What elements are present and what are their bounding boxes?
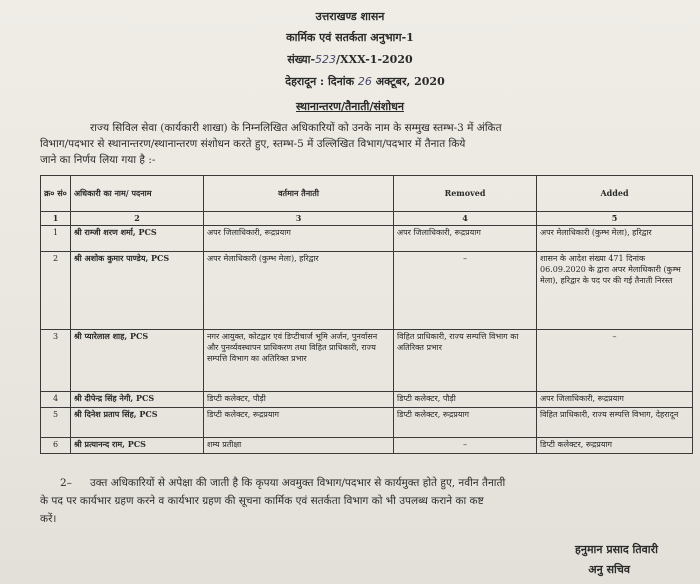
para2-number: 2– xyxy=(60,477,72,489)
table-row xyxy=(41,226,693,252)
row-current: अपर जिलाधिकारी, रूद्रप्रयाग xyxy=(204,226,394,252)
row-added: विहित प्राधिकारी, राज्य सम्पत्ति विभाग, देहरादून xyxy=(537,408,693,438)
table-row xyxy=(41,438,693,454)
row-added: – xyxy=(537,330,693,392)
header-current: वर्तमान तैनाती xyxy=(204,176,394,212)
intro-line-2: विभाग/पदभार से स्थानान्तरण/स्थानान्तरण संशोधन करते हुए, स्तम्भ-5 में उल्लिखित विभाग/पदभार में तैनात किये xyxy=(40,138,466,150)
row-name: श्री प्यारेलाल शाह, PCS xyxy=(71,330,204,392)
row-sn: 4 xyxy=(41,392,71,408)
column-number: 3 xyxy=(204,212,394,226)
row-name: श्री प्रत्यानन्द राम, PCS xyxy=(71,438,204,454)
row-added: अपर जिलाधिकारी, रूद्रप्रयाग xyxy=(537,392,693,408)
header-removed: Removed xyxy=(394,176,537,212)
row-current: डिप्टी कलेक्टर, रूद्रप्रयाग xyxy=(204,408,394,438)
handwritten-ref-number: 523 xyxy=(315,53,337,66)
row-sn: 1 xyxy=(41,226,71,252)
row-current: डिप्टी कलेक्टर, पौड़ी xyxy=(204,392,394,408)
row-current: अपर मेलाधिकारी (कुम्भ मेला), हरिद्वार xyxy=(204,252,394,330)
header-name: अधिकारी का नाम/ पदनाम xyxy=(71,176,204,212)
row-current: नगर आयुक्त, कोटद्वार एवं डिप्टीचार्ज भूमि अर्जन, पुनर्वासन और पुनर्व्यवस्थापन प्राधिकरण तथा विहित प्राधिकारी, राज्य सम्पत्ति विभाग का अतिरिक्त प्रभार xyxy=(204,330,394,392)
header-department: कार्मिक एवं सतर्कता अनुभाग-1 xyxy=(286,31,414,44)
table-header-row xyxy=(41,176,693,212)
row-current: शम्य प्रतीक्षा xyxy=(204,438,394,454)
row-added: शासन के आदेश संख्या 471 दिनांक 06.09.2020 के द्वारा अपर मेलाधिकारी (कुम्भ मेला), हरिद्वार के पद पर की गई तैनाती निरस्त xyxy=(537,252,693,330)
para2-line-1: उक्त अधिकारियों से अपेक्षा की जाती है कि कृपया अवमुक्त विभाग/पदभार से कार्यमुक्त होते हुए, नवीन तैनाती xyxy=(90,477,506,489)
header-added: Added xyxy=(537,176,693,212)
intro-line-3: जाने का निर्णय लिया गया है :- xyxy=(40,154,156,166)
row-sn: 5 xyxy=(41,408,71,438)
table-row xyxy=(41,392,693,408)
row-name: श्री अशोक कुमार पाण्डेय, PCS xyxy=(71,252,204,330)
row-name: श्री राम्जी शरण शर्मा, PCS xyxy=(71,226,204,252)
row-removed: डिप्टी कलेक्टर, रूद्रप्रयाग xyxy=(394,408,537,438)
row-name: श्री दीपेन्द्र सिंह नेगी, PCS xyxy=(71,392,204,408)
table-row xyxy=(41,252,693,330)
signature-designation: अनु सचिव xyxy=(588,563,630,576)
column-number: 1 xyxy=(41,212,71,226)
row-added: अपर मेलाधिकारी (कुम्भ मेला), हरिद्वार xyxy=(537,226,693,252)
subject-title: स्थानान्तरण/तैनाती/संशोधन xyxy=(295,100,404,113)
table-row xyxy=(41,330,693,392)
row-added: डिप्टी कलेक्टर, रूद्रप्रयाग xyxy=(537,438,693,454)
header-government: उत्तराखण्ड शासन xyxy=(315,10,385,23)
para2-line-3: करें। xyxy=(40,513,57,525)
para2-line-2: के पद पर कार्यभार ग्रहण करने व कार्यभार ग्रहण की सूचना कार्मिक एवं सतर्कता विभाग को भी उपलब्ध कराने का कष्ट xyxy=(40,495,484,507)
header-date: देहरादून : दिनांक 26 अक्टूबर, 2020 xyxy=(285,75,445,88)
row-removed: – xyxy=(394,252,537,330)
signature-name: हनुमान प्रसाद तिवारी xyxy=(575,543,658,556)
handwritten-date-day: 26 xyxy=(357,75,372,88)
row-removed: – xyxy=(394,438,537,454)
column-number: 4 xyxy=(394,212,537,226)
row-removed: अपर जिलाधिकारी, रूद्रप्रयाग xyxy=(394,226,537,252)
column-number: 2 xyxy=(71,212,204,226)
row-removed: विहित प्राधिकारी, राज्य सम्पत्ति विभाग का अतिरिक्त प्रभार xyxy=(394,330,537,392)
row-sn: 2 xyxy=(41,252,71,330)
header-sn: क्र० सं० xyxy=(41,176,71,212)
row-name: श्री दिनेश प्रताप सिंह, PCS xyxy=(71,408,204,438)
column-number: 5 xyxy=(537,212,693,226)
table-row xyxy=(41,408,693,438)
row-sn: 3 xyxy=(41,330,71,392)
header-reference: संख्या-523/XXX-1-2020 xyxy=(287,53,413,66)
row-removed: डिप्टी कलेक्टर, पौड़ी xyxy=(394,392,537,408)
intro-line-1: राज्य सिविल सेवा (कार्यकारी शाखा) के निम्नलिखित अधिकारियों को उनके नाम के सम्मुख स्तम्भ-3 में अंकित xyxy=(90,122,502,134)
transfer-table xyxy=(40,175,693,454)
row-sn: 6 xyxy=(41,438,71,454)
column-number-row xyxy=(41,212,693,226)
